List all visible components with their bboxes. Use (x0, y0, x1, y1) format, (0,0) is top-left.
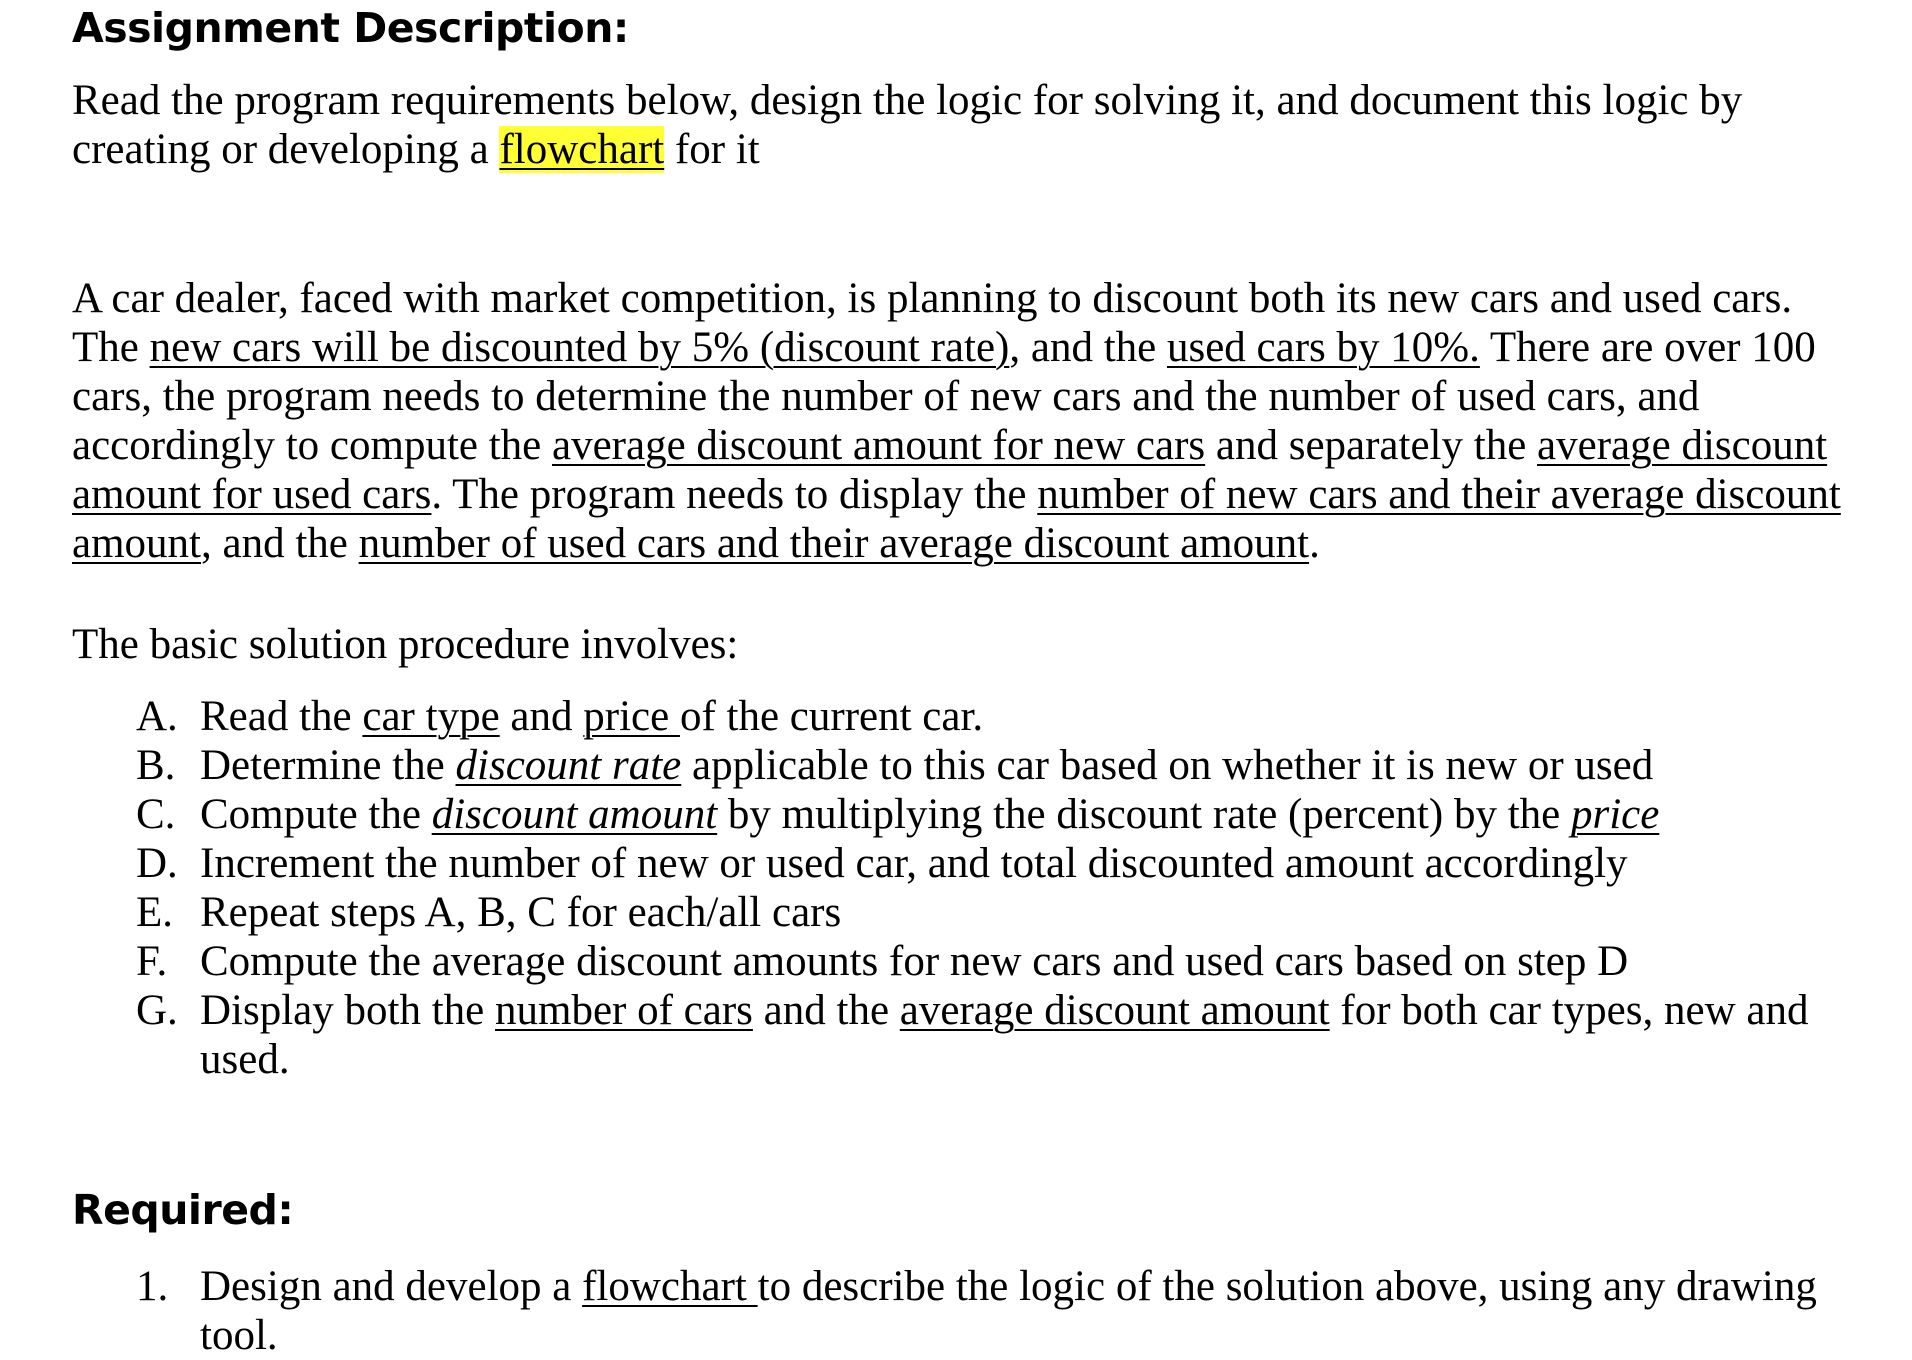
problem-line-1: A car dealer, faced with market competition, is planning to discount both its new cars and used cars. (72, 275, 1793, 322)
text: and (499, 693, 584, 740)
text: . (1309, 520, 1320, 567)
list-item (136, 1262, 1817, 1360)
list-marker: B. (136, 742, 176, 789)
list-marker: 1. (136, 1263, 169, 1310)
used-car-discount-underlined: used cars by 10%. (1166, 324, 1480, 371)
list-item-text: Increment the number of new or used car, and total discounted amount accordingly (200, 840, 1628, 887)
text: Display both the (200, 987, 495, 1034)
number-used-cars-underlined: number of used cars and their average discount amount (358, 520, 1310, 567)
text: by multiplying the discount rate (percent) by the (717, 791, 1571, 838)
assignment-description-heading: Assignment Description: (72, 4, 629, 52)
discount-rate-underlined: discount rate (455, 742, 682, 789)
flowchart-underlined: flowchart (582, 1263, 758, 1310)
text: , and the (1009, 324, 1167, 371)
problem-line-6 (72, 519, 1852, 568)
text: Determine the (200, 742, 456, 789)
list-item (136, 986, 1808, 1084)
text: Compute the (200, 791, 432, 838)
list-item-text (200, 741, 1653, 790)
car-type-underlined: car type (362, 693, 500, 740)
list-item-line (200, 986, 1808, 1035)
list-marker: C. (136, 791, 176, 838)
number-of-cars-underlined: number of cars (495, 987, 753, 1034)
list-item-text (200, 986, 1808, 1084)
price-underlined: price (583, 693, 680, 740)
text: and the (752, 987, 900, 1034)
list-item (136, 790, 1808, 839)
procedure-intro: The basic solution procedure involves: (72, 621, 739, 668)
number-new-cars-underlined-2: amount (72, 520, 201, 567)
list-item (136, 839, 1808, 888)
text: of the current car. (679, 693, 984, 740)
discount-amount-underlined: discount amount (431, 791, 718, 838)
price-italic-underlined: price (1570, 791, 1660, 838)
text: applicable to this car based on whether it is new or used (681, 742, 1654, 789)
list-marker: D. (136, 840, 178, 887)
average-discount-amount-underlined: average discount amount (899, 987, 1330, 1034)
text: Read the (200, 693, 363, 740)
list-marker: A. (136, 693, 178, 740)
list-item-text: Compute the average discount amounts for new cars and used cars based on step D (200, 938, 1629, 985)
text: The (72, 324, 150, 371)
required-list (136, 1262, 1817, 1360)
required-heading: Required: (72, 1186, 294, 1234)
list-item-text (200, 692, 983, 741)
list-marker: G. (136, 987, 178, 1034)
intro-text-end: for it (664, 126, 760, 173)
intro-line-2 (72, 125, 1852, 174)
procedure-steps-list (136, 692, 1808, 1084)
flowchart-highlight: flowchart (499, 126, 665, 173)
text: and separately the (1205, 422, 1538, 469)
list-item (136, 937, 1808, 986)
list-item-line: used. (200, 1036, 290, 1083)
problem-line-3: cars, the program needs to determine the number of new cars and the number of used cars, and (72, 373, 1700, 420)
problem-line-2 (72, 323, 1852, 372)
avg-discount-new-underlined: average discount amount for new cars (552, 422, 1206, 469)
problem-paragraph (72, 274, 1852, 568)
intro-paragraph (72, 76, 1852, 174)
list-item (136, 692, 1808, 741)
text: . The program needs to display the (431, 471, 1038, 518)
intro-line-1: Read the program requirements below, design the logic for solving it, and document this logic by (72, 77, 1743, 124)
text: accordingly to compute the (72, 422, 553, 469)
intro-text: creating or developing a (72, 126, 500, 173)
list-item-text: Repeat steps A, B, C for each/all cars (200, 889, 842, 936)
list-item (136, 741, 1808, 790)
number-new-cars-underlined-1: number of new cars and their average discount (1037, 471, 1841, 518)
list-marker: E. (136, 889, 174, 936)
list-item-text (200, 1262, 1817, 1360)
text: for both car types, new and (1329, 987, 1809, 1034)
list-marker: F. (136, 938, 168, 985)
avg-discount-used-underlined-2: amount for used cars (72, 471, 432, 518)
text: There are over 100 (1479, 324, 1816, 371)
list-item-text (200, 790, 1659, 839)
list-item-line: tool. (200, 1312, 278, 1359)
text: , and the (200, 520, 359, 567)
new-car-discount-underlined: new cars will be discounted by 5% (discount rate) (149, 324, 1010, 371)
problem-line-4 (72, 421, 1852, 470)
list-item (136, 888, 1808, 937)
problem-line-5 (72, 470, 1852, 519)
text: to describe the logic of the solution above, using any drawing (757, 1263, 1817, 1310)
avg-discount-used-underlined-1: average discount (1537, 422, 1828, 469)
text: Design and develop a (200, 1263, 583, 1310)
list-item-line (200, 1262, 1817, 1311)
